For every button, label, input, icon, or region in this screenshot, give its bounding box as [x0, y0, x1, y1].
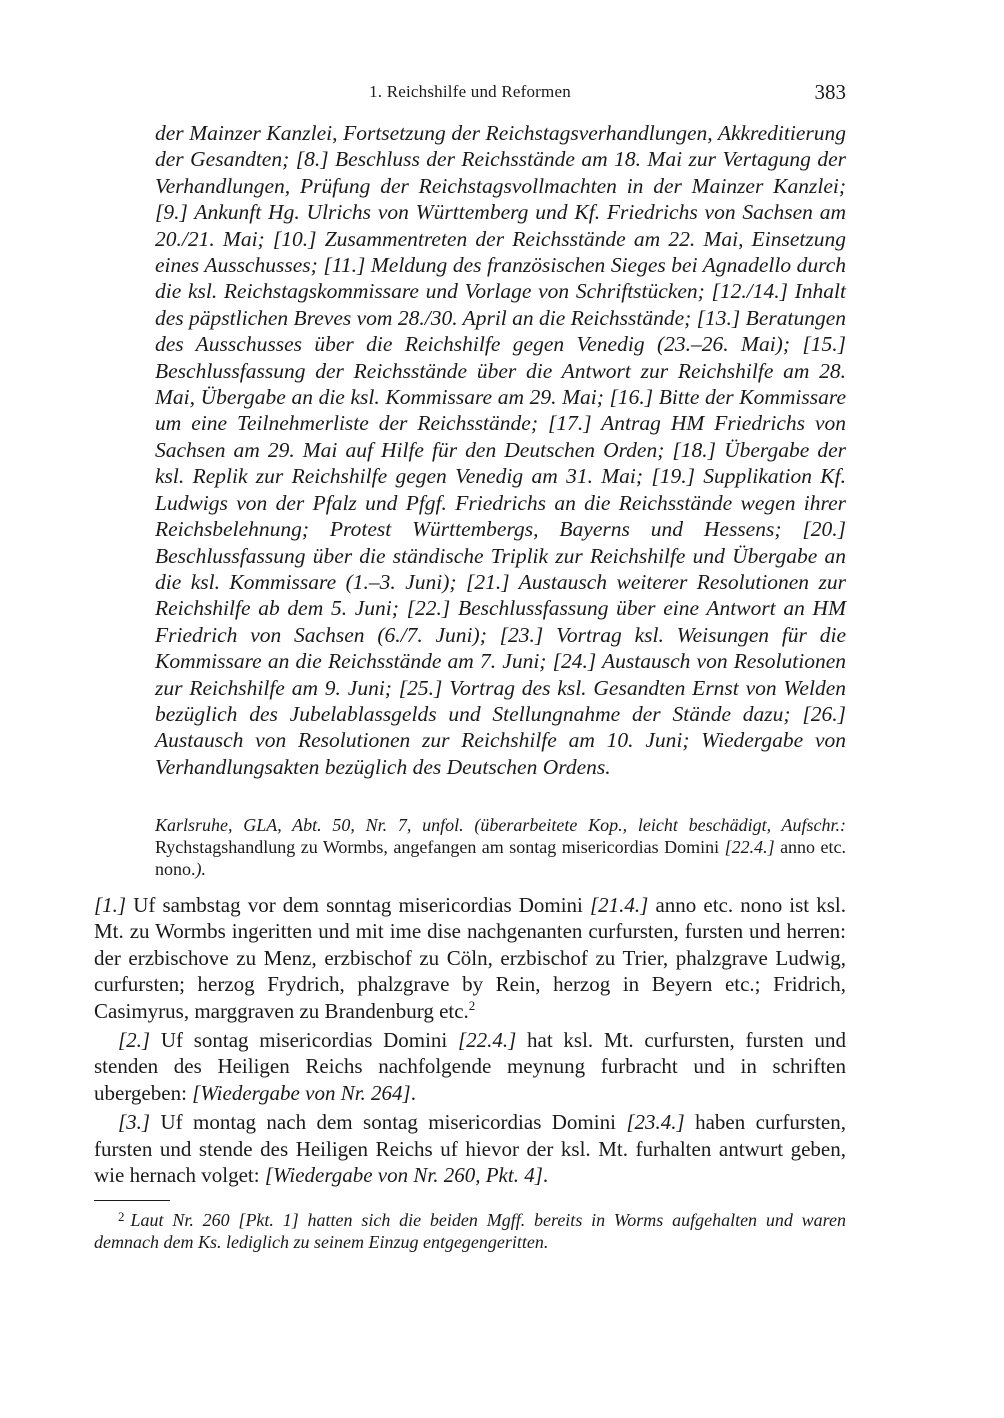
- source-note: [155, 814, 846, 880]
- paragraph-text: Uf sontag misericordias Domini: [150, 1028, 458, 1053]
- paragraph-end: .: [410, 1080, 416, 1105]
- date-annotation: [21.4.]: [590, 893, 649, 917]
- page-number: 383: [814, 80, 846, 104]
- running-head: 1. Reichshilfe und Reformen: [369, 82, 571, 101]
- inscription-date: [22.4.]: [724, 837, 775, 857]
- paragraph-text: anno etc. nono ist ksl. Mt. zu Wormbs ingeritten und mit ime dise nachgenanten curfursten, fursten und herren: der erzbischove zu Menz, erzbischof zu Cöln, erzbischof zu Trier, phalzgrave Ludwig, curfursten; herzog Frydrich, phalzgrave by Rein, herzog in Beyern etc.; Fridrich, Casimyrus, marggraven zu Brandenburg etc.: [94, 893, 846, 1023]
- paragraph-marker: [1.]: [94, 893, 127, 917]
- date-annotation: [22.4.]: [457, 1028, 517, 1053]
- editorial-reference: [Wiedergabe von Nr. 260, Pkt. 4]: [264, 1163, 543, 1188]
- date-annotation: [23.4.]: [626, 1110, 685, 1135]
- paragraph-2: [94, 1027, 846, 1106]
- document-summary: der Mainzer Kanzlei, Fortsetzung der Reichstagsverhandlungen, Akkreditierung der Gesandten; [8.] Beschluss der Reichsstände am 18. Mai zur Vertagung der Verhandlungen, Prüfung der Reichstagsvollmachten in der Mainzer Kanzlei; [9.] Ankunft Hg. Ulrichs von Württemberg und Kf. Friedrichs von Sachsen am 20./21. Mai; [10.] Zusammentreten der Reichsstände am 22. Mai, Einsetzung eines Ausschusses; [11.] Meldung des französischen Sieges bei Agnadello durch die ksl. Reichstagskommissare und Vorlage von Schriftstücken; [12./14.] Inhalt des päpstlichen Breves vom 28./30. April an die Reichsstände; [13.] Beratungen des Ausschusses über die Reichshilfe gegen Venedig (23.–26. Mai); [15.] Beschlussfassung der Reichsstände über die Antwort zur Reichshilfe am 28. Mai, Übergabe an die ksl. Kommissare am 29. Mai; [16.] Bitte der Kommissare um eine Teilnehmerliste der Reichsstände; [17.] Antrag HM Friedrichs von Sachsen am 29. Mai auf Hilfe für den Deutschen Orden; [18.] Übergabe der ksl. Replik zur Reichshilfe gegen Venedig am 31. Mai; [19.] Supplikation Kf. Ludwigs von der Pfalz und Pfgf. Friedrichs an die Reichsstände wegen ihrer Reichsbelehnung; Protest Württembergs, Bayerns und Hessens; [20.] Beschlussfassung über die ständische Triplik zur Reichshilfe und Übergabe an die ksl. Kommissare (1.–3. Juni); [21.] Austausch weiterer Resolutionen zur Reichshilfe ab dem 5. Juni; [22.] Beschlussfassung über eine Antwort an HM Friedrich von Sachsen (6./7. Juni); [23.] Vortrag ksl. Weisungen für die Kommissare an die Reichsstände am 7. Juni; [24.] Austausch von Resolutionen zur Reichshilfe am 9. Juni; [25.] Vortrag des ksl. Gesandten Ernst von Welden bezüglich des Jubelablassgelds und Stellungnahme der Stände dazu; [26.] Austausch von Resolutionen zur Reichshilfe am 10. Juni; Wiedergabe von Verhandlungsakten bezüglich des Deutschen Ordens.: [155, 121, 846, 779]
- paragraph-1: [94, 892, 846, 1024]
- archive-reference: Karlsruhe, GLA, Abt. 50, Nr. 7, unfol. (überarbeitete Kop., leicht beschädigt, Aufschr.:: [155, 815, 846, 835]
- inscription-text: Rychstagshandlung zu Wormbs, angefangen am sontag misericordias Domini: [155, 837, 725, 857]
- paragraph-marker: [3.]: [118, 1110, 151, 1135]
- paragraph-text: Uf montag nach dem sontag misericordias Domini: [150, 1110, 627, 1135]
- paragraph-marker: [2.]: [118, 1028, 151, 1053]
- footnote-divider: [94, 1200, 170, 1201]
- page-header: [94, 80, 846, 108]
- footnote-number: 2: [118, 1209, 125, 1224]
- editorial-reference: [Wiedergabe von Nr. 264]: [192, 1080, 411, 1105]
- paragraph-3: [94, 1109, 846, 1188]
- source-note-close: ).: [195, 859, 206, 879]
- paragraph-text: hat ksl. Mt. curfursten, fursten und stenden des Heiligen Reichs nachfolgende meynung furbracht und in schriften ubergeben:: [94, 1028, 846, 1105]
- footnote: [94, 1206, 846, 1253]
- inscription-text-end: anno etc. nono.: [155, 837, 847, 879]
- footnote-text: Laut Nr. 260 [Pkt. 1] hatten sich die beiden Mgff. bereits in Worms aufgehalten und waren demnach dem Ks. lediglich zu seinem Einzug entgegengeritten.: [94, 1210, 846, 1252]
- footnote-reference[interactable]: 2: [468, 997, 476, 1013]
- body-text: [94, 892, 846, 1191]
- paragraph-end: .: [542, 1163, 549, 1188]
- paragraph-text: haben curfursten, fursten und stende des Heiligen Reichs uf hievor der ksl. Mt. furhalten antwurt geben, wie hernach volget:: [94, 1110, 846, 1188]
- paragraph-text: Uf sambstag vor dem sonntag misericordias Domini: [126, 893, 590, 917]
